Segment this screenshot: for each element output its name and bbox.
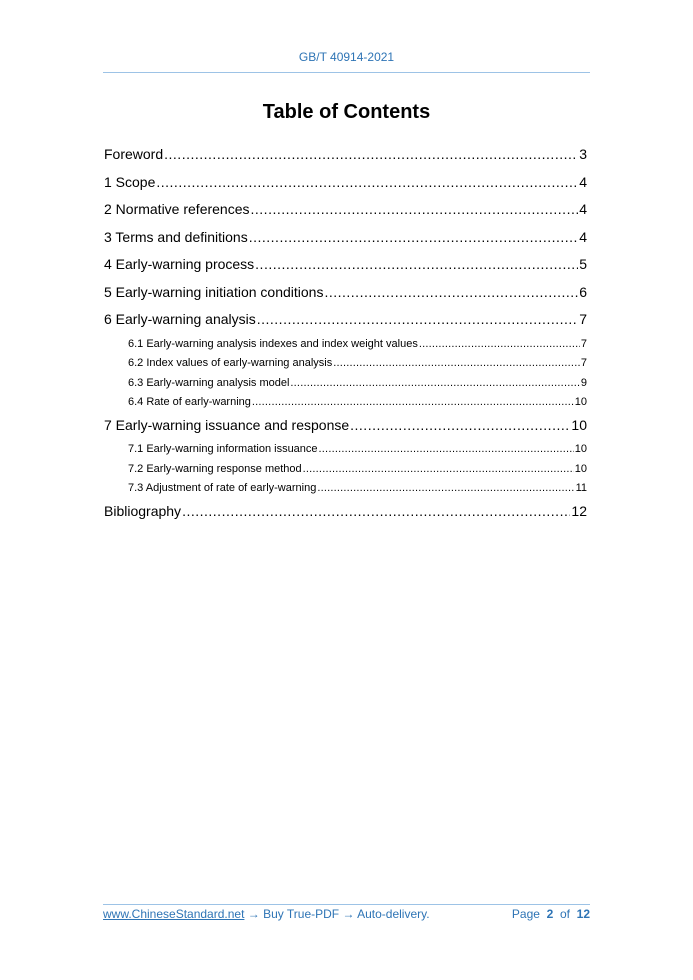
toc-leader-dots [290, 375, 579, 391]
header-divider [103, 72, 590, 73]
toc-entry[interactable] [104, 394, 587, 414]
toc-leader-dots [303, 461, 574, 477]
toc-entry-label: 6.4 Rate of early-warning [128, 396, 251, 408]
toc-leader-dots [252, 394, 574, 410]
toc-entry-page: 10 [574, 443, 587, 455]
toc-entry[interactable] [104, 171, 587, 199]
toc-entry-label: 6.1 Early-warning analysis indexes and index weight values [128, 337, 418, 350]
toc-entry-page: 9 [580, 376, 587, 389]
page-title: Table of Contents [262, 101, 431, 123]
toc-entry-page: 10 [574, 396, 587, 408]
toc-leader-dots [249, 226, 578, 248]
footer-divider [103, 904, 590, 905]
toc-entry[interactable] [104, 500, 587, 528]
toc-leader-dots [251, 198, 579, 220]
toc-entry[interactable] [104, 441, 587, 461]
toc-entry[interactable] [104, 198, 587, 226]
page-total: 12 [576, 907, 590, 921]
toc-entry-label: 7 Early-warning issuance and response [104, 416, 350, 433]
toc-entry-page: 12 [571, 502, 587, 519]
toc-leader-dots [324, 281, 578, 303]
toc-leader-dots [156, 171, 578, 193]
toc-leader-dots [164, 143, 578, 165]
page-of: of [559, 907, 570, 921]
toc-entry[interactable] [104, 281, 587, 309]
toc-entry-label: 7.1 Early-warning information issuance [128, 443, 318, 455]
page-footer [103, 907, 590, 921]
toc-entry-page: 4 [579, 173, 587, 190]
toc-entry-label: Bibliography [104, 502, 182, 519]
toc-entry-page: 4 [579, 228, 587, 245]
toc-entry[interactable] [104, 336, 587, 356]
toc-entry-label: 5 Early-warning initiation conditions [104, 283, 324, 300]
website-link[interactable]: www.ChineseStandard.net [103, 907, 245, 921]
toc-leader-dots [350, 414, 570, 436]
toc-entry-label: 2 Normative references [104, 201, 250, 217]
page-indicator [512, 907, 590, 921]
toc-leader-dots [419, 336, 580, 352]
promo-text: → Buy True-PDF → Auto-delivery. [244, 907, 430, 921]
toc-entry[interactable] [104, 355, 587, 375]
toc-leader-dots [317, 480, 574, 496]
toc-entry-page: 7 [580, 337, 587, 350]
toc-entry[interactable] [104, 375, 587, 395]
toc-leader-dots [319, 441, 574, 457]
toc-entry-label: 3 Terms and definitions [104, 228, 248, 245]
toc-entry-page: 6 [579, 283, 587, 300]
toc-entry-page: 10 [571, 416, 587, 433]
toc-entry-label: Foreword [104, 146, 164, 162]
toc-entry-label: 7.3 Adjustment of rate of early-warning [128, 482, 317, 494]
page-current: 2 [546, 907, 554, 921]
toc-entry-page: 10 [574, 462, 587, 475]
toc-entry[interactable] [104, 308, 587, 336]
toc-entry-page: 7 [580, 357, 587, 369]
toc-entry[interactable] [104, 226, 587, 254]
toc-leader-dots [182, 500, 570, 522]
toc-entry[interactable] [104, 253, 587, 281]
toc-entry-page: 3 [579, 146, 587, 162]
toc-entry-page: 4 [579, 201, 587, 217]
toc-leader-dots [255, 253, 578, 275]
page-label: Page [511, 907, 540, 921]
toc-entry-label: 6.2 Index values of early-warning analysis [128, 357, 333, 369]
toc-entry-label: 4 Early-warning process [104, 256, 255, 272]
toc-entry-label: 1 Scope [104, 173, 156, 190]
toc-entry[interactable] [104, 461, 587, 481]
toc-entry[interactable] [104, 480, 587, 500]
toc-leader-dots [333, 355, 580, 371]
toc-entry[interactable] [104, 143, 587, 171]
toc-leader-dots [257, 308, 578, 330]
toc-entry-page: 5 [579, 256, 587, 272]
toc-entry-page: 11 [575, 482, 587, 494]
toc-entry-page: 7 [579, 311, 587, 327]
document-header: GB/T 40914-2021 [298, 50, 395, 64]
toc-entry-label: 6 Early-warning analysis [104, 311, 256, 327]
toc-entry[interactable] [104, 414, 587, 442]
table-of-contents [104, 143, 587, 527]
footer-promo [103, 907, 430, 921]
toc-entry-label: 7.2 Early-warning response method [128, 462, 302, 475]
toc-entry-label: 6.3 Early-warning analysis model [128, 376, 290, 389]
